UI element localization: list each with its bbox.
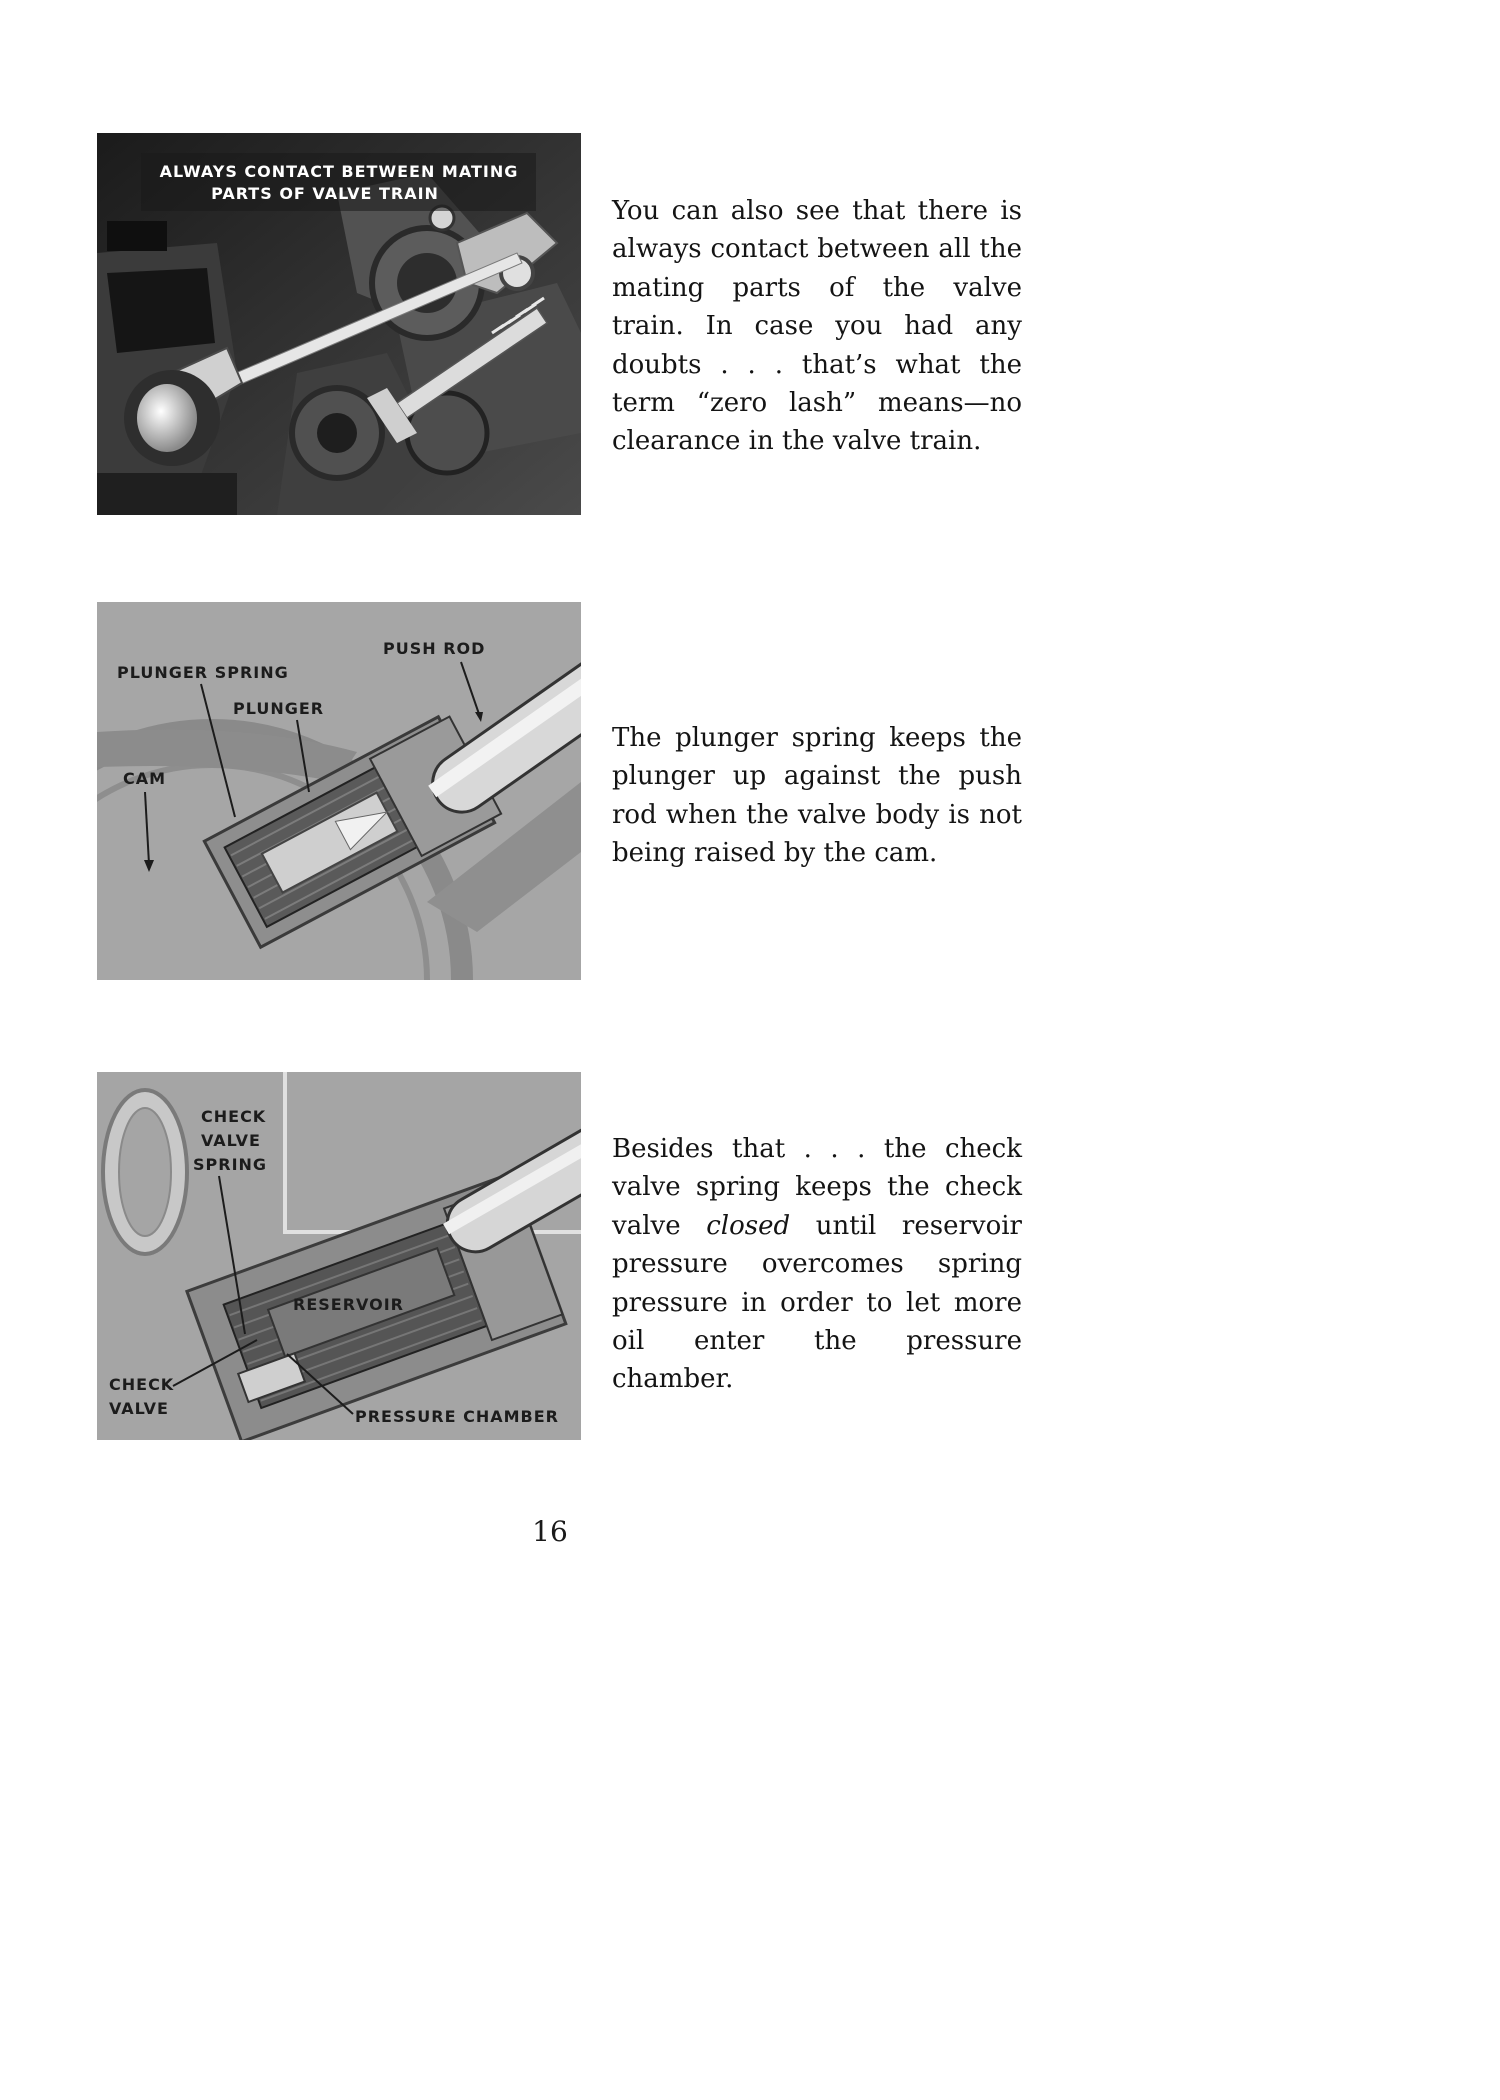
paragraph-check-valve xyxy=(612,1130,1022,1399)
paragraph-plunger-spring: The plunger spring keeps the plunger up against the push rod when the valve body is not being raised by the cam. xyxy=(612,723,1022,869)
check-valve-label-1: CHECK xyxy=(109,1375,175,1394)
check-valve-spring-label-1: CHECK xyxy=(201,1107,267,1126)
plunger-illustration xyxy=(97,602,581,980)
plunger-spring-label: PLUNGER SPRING xyxy=(117,663,289,682)
pressure-chamber-label: PRESSURE CHAMBER xyxy=(355,1407,559,1426)
check-valve-spring-label-3: SPRING xyxy=(193,1155,268,1174)
page-number: 16 xyxy=(532,1515,568,1548)
paragraph-check-valve-part1: Besides that . . . the check valve spring keeps the check valve xyxy=(612,1134,1022,1241)
plunger-label: PLUNGER xyxy=(233,699,325,718)
reservoir-label: RESERVOIR xyxy=(293,1295,404,1314)
paragraph-check-valve-part2: until reservoir pressure overcomes spring pressure in order to let more oil enter the pressure chamber. xyxy=(612,1210,1022,1395)
check-valve-figure xyxy=(97,1072,581,1440)
valve-train-figure xyxy=(97,133,581,515)
valve-train-label-line1: ALWAYS CONTACT BETWEEN MATING xyxy=(159,162,519,181)
check-valve-illustration xyxy=(97,1072,581,1440)
plunger-figure xyxy=(97,602,581,980)
paragraph-check-valve-emphasis: closed xyxy=(706,1210,791,1241)
paragraph-zero-lash: You can also see that there is always contact between all the mating parts of the valve train. In case you had any doubts . . . that’s what the term “zero lash” means—no clearance in the valve train. xyxy=(612,196,1022,457)
valve-train-label-line2: PARTS OF VALVE TRAIN xyxy=(211,184,439,203)
check-valve-spring-label-2: VALVE xyxy=(201,1131,261,1150)
push-rod-label: PUSH ROD xyxy=(383,639,486,658)
cam-label: CAM xyxy=(123,769,167,788)
check-valve-label-2: VALVE xyxy=(109,1399,169,1418)
valve-train-illustration xyxy=(97,133,581,515)
